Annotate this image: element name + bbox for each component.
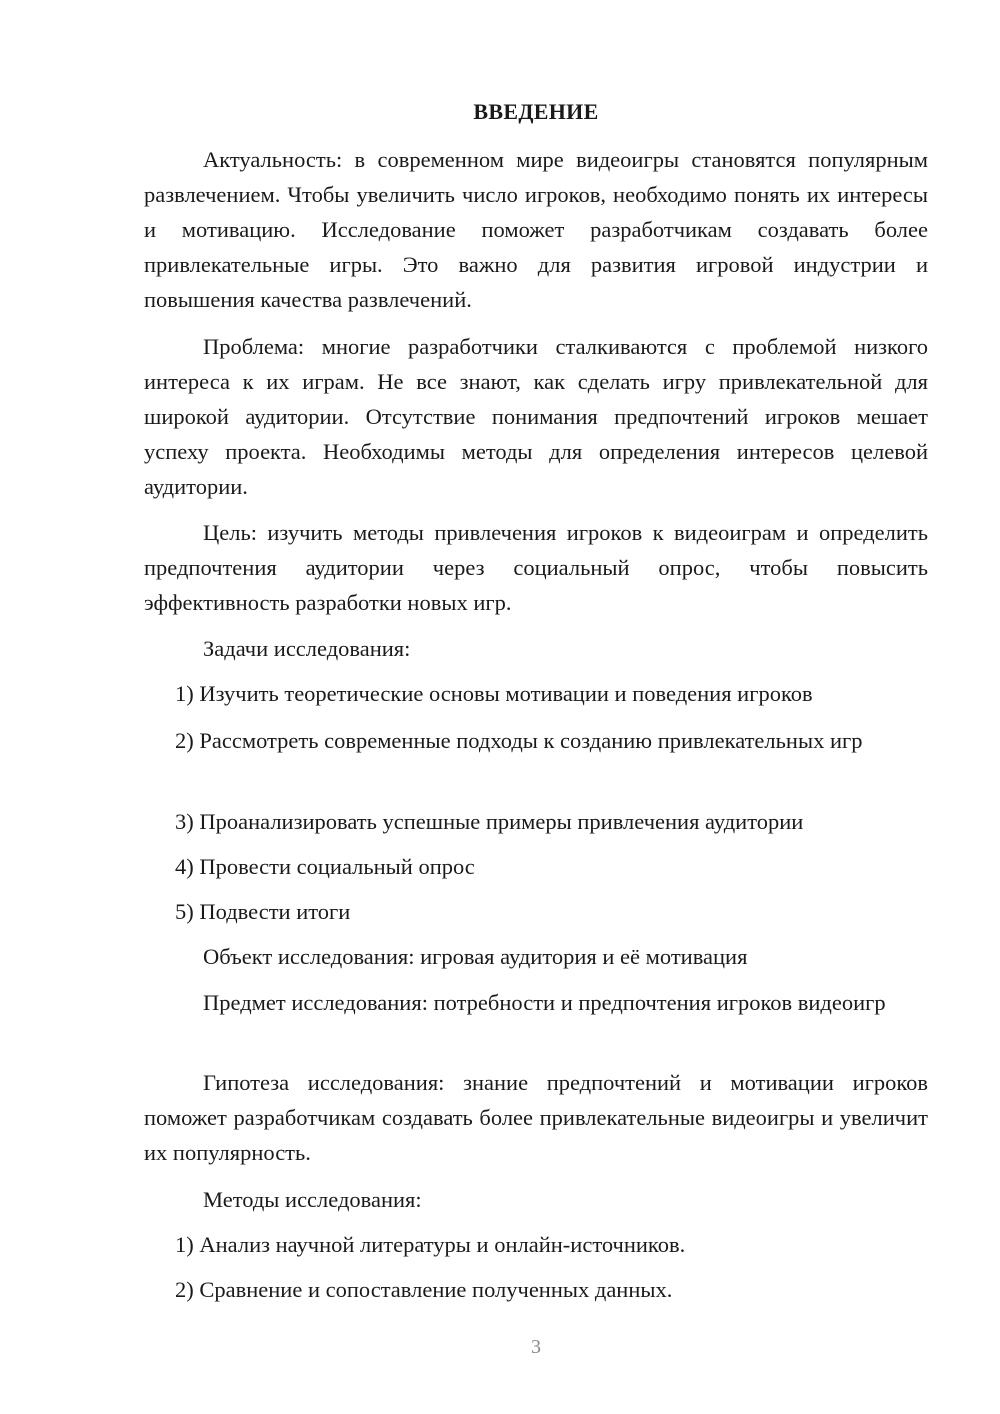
task-item-3: 3) Проанализировать успешные примеры привлечения аудитории — [175, 809, 804, 834]
method-item-1: 1) Анализ научной литературы и онлайн-источников. — [175, 1232, 686, 1257]
task-item-2: 2) Рассмотреть современные подходы к созданию привлекательных игр — [175, 728, 863, 753]
methods-heading: Методы исследования: — [203, 1187, 422, 1212]
task-item-5: 5) Подвести итоги — [175, 899, 351, 924]
task-item-4: 4) Провести социальный опрос — [175, 854, 475, 879]
section-title: ВВЕДЕНИЕ — [473, 99, 599, 124]
relevance-paragraph: Актуальность: в современном мире видеоигры становятся популярным развлечением. Чтобы увеличить число игроков, необходимо понять их интересы и мотивацию. Исследование поможет разработчикам создавать более привлекательные игры. Это важно для развития игровой индустрии и повышения качества развлечений. — [144, 147, 928, 312]
tasks-heading: Задачи исследования: — [203, 636, 411, 661]
goal-paragraph: Цель: изучить методы привлечения игроков к видеоиграм и определить предпочтения аудитории через социальный опрос, чтобы повысить эффективность разработки новых игр. — [144, 520, 928, 615]
problem-paragraph: Проблема: многие разработчики сталкиваются с проблемой низкого интереса к их играм. Не все знают, как сделать игру привлекательной для широкой аудитории. Отсутствие понимания предпочтений игроков мешает успеху проекта. Необходимы методы для определения интересов целевой аудитории. — [144, 334, 928, 499]
subject-paragraph: Предмет исследования: потребности и предпочтения игроков видеоигр — [203, 990, 886, 1015]
method-item-2: 2) Сравнение и сопоставление полученных данных. — [175, 1277, 673, 1302]
object-paragraph: Объект исследования: игровая аудитория и её мотивация — [203, 944, 748, 969]
task-item-1: 1) Изучить теоретические основы мотивации и поведения игроков — [175, 681, 813, 706]
hypothesis-paragraph: Гипотеза исследования: знание предпочтений и мотивации игроков поможет разработчикам создавать более привлекательные видеоигры и увеличит их популярность. — [144, 1070, 928, 1165]
page-number: 3 — [531, 1336, 541, 1358]
